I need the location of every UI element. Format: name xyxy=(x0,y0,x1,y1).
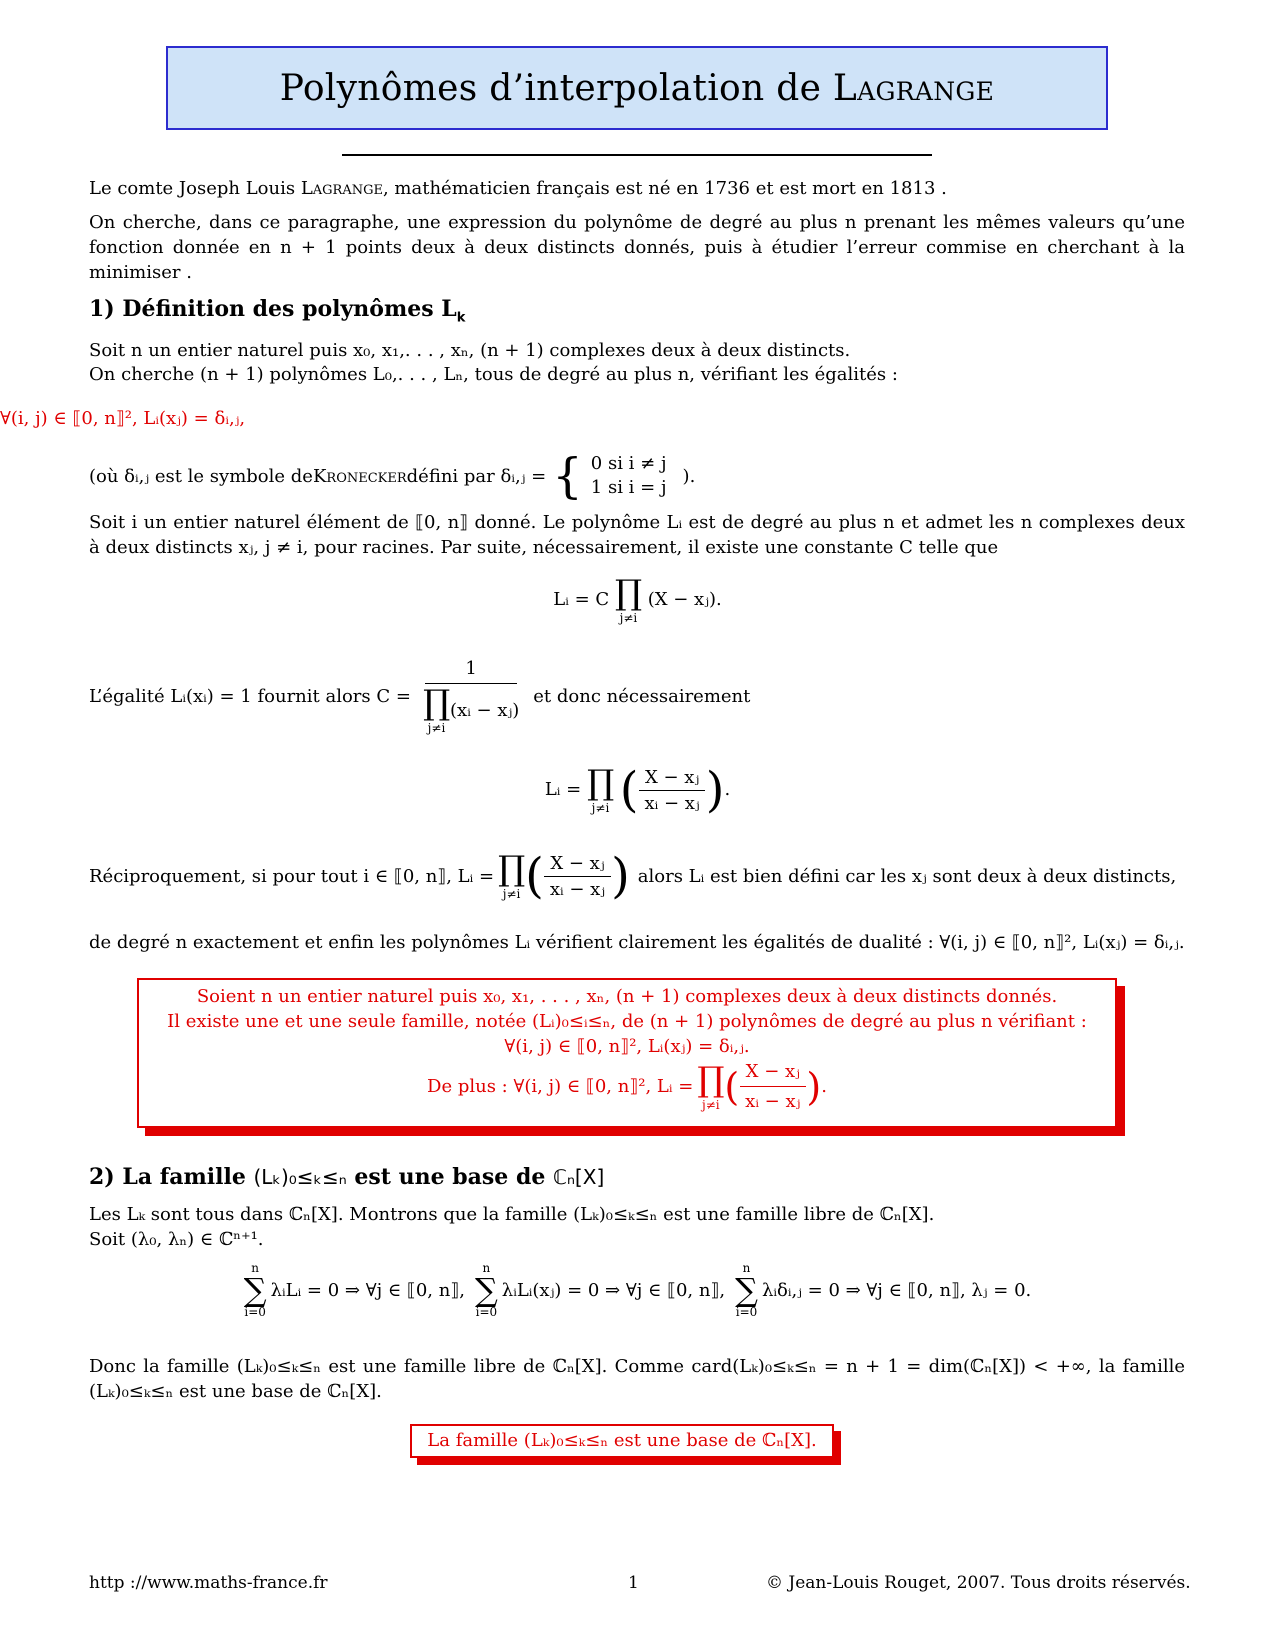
thm-line-4: De plus : ∀(i, j) ∈ ⟦0, n⟧², Lᵢ = ∏ j≠i ( $\frac{\text{X − xⱼ}}{\text{xᵢ − xⱼ}}$ ) . xyxy=(427,1059,827,1112)
s1-p2: On cherche (n + 1) polynômes L₀,. . . , Lₙ, tous de degré au plus n, vérifiant les égalités : xyxy=(89,364,898,385)
s1-p3: Soit i un entier naturel élément de ⟦0, n⟧ donné. Le polynôme Lᵢ est de degré au plus n et admet les n complexes deux à deux distincts xⱼ, j ≠ i, pour racines. Par suite, nécessairement, il existe une constante C telle que xyxy=(89,512,1185,558)
intro-line: Le comte Joseph Louis Lagrange, mathématicien français est né en 1736 et est mort en 1813 . xyxy=(89,178,947,199)
thm-line-2: Il existe une et une seule famille, notée (Lᵢ)₀≤ᵢ≤ₙ, de (n + 1) polynômes de degré au plus n vérifiant : xyxy=(167,1011,1087,1032)
s2-p1: Les Lₖ sont tous dans ℂₙ[X]. Montrons que la famille (Lₖ)₀≤ₖ≤ₙ est une famille libre de ℂₙ[X]. xyxy=(89,1204,935,1225)
page-number: 1 xyxy=(628,1573,639,1593)
s1-p6: de degré n exactement et enfin les polynômes Lᵢ vérifient clairement les égalités de dualité : ∀(i, j) ∈ ⟦0, n⟧², Lᵢ(xⱼ) = δᵢ,ⱼ. xyxy=(89,932,1185,953)
title-box xyxy=(166,46,1108,130)
s2-p2: Soit (λ₀, λₙ) ∈ ℂⁿ⁺¹. xyxy=(89,1229,264,1250)
footer-url[interactable]: http ://www.maths-france.fr xyxy=(89,1573,328,1593)
eq-duality: ∀(i, j) ∈ ⟦0, n⟧², Lᵢ(xⱼ) = δᵢ,ⱼ, xyxy=(0,408,246,429)
section1-heading: 1) Définition des polynômes $L_k$ xyxy=(89,296,466,326)
page-title: Polynômes d’interpolation de Lagrange xyxy=(279,67,995,109)
title-rule xyxy=(342,154,932,156)
thm-line-1: Soient n un entier naturel puis x₀, x₁, . . . , xₙ, (n + 1) complexes deux à deux distincts donnés. xyxy=(196,986,1058,1007)
s1-p1: Soit n un entier naturel puis x₀, x₁,. . . , xₙ, (n + 1) complexes deux à deux distincts. xyxy=(89,340,851,361)
constant-c: L’égalité Lᵢ(xᵢ) = 1 fournit alors C = 1 ∏ j≠i (xᵢ − xⱼ) et donc nécessairement xyxy=(89,658,751,735)
section2-heading: 2) La famille (Lₖ)₀≤ₖ≤ₙ est une base de ℂₙ[X] xyxy=(89,1164,605,1190)
result-box: La famille (Lₖ)₀≤ₖ≤ₙ est une base de ℂₙ[X]. xyxy=(410,1424,834,1458)
eq-lagrange-poly: Lᵢ = ∏ j≠i ( $\frac{\text{X − xⱼ}}{\text{xᵢ − xⱼ}}$ ). xyxy=(544,762,731,818)
kronecker-def: (où δᵢ,ⱼ est le symbole de Kronecker défini par δᵢ,ⱼ = { 0 si i ≠ j 1 si i = j ). xyxy=(89,448,696,504)
converse-line: Réciproquement, si pour tout i ∈ ⟦0, n⟧, Lᵢ = ∏ j≠i ( $\frac{\text{X − xⱼ}}{\text{xᵢ − xⱼ}}$ ) alors Lᵢ est bien défini car les xⱼ sont deux à deux distincts, xyxy=(89,848,1177,904)
eq-free-family: n ∑ i=0 λᵢLᵢ = 0 ⇒ ∀j ∈ ⟦0, n⟧, n ∑ i=0 λᵢLᵢ(xⱼ) = 0 ⇒ ∀j ∈ ⟦0, n⟧, n ∑ i=0 λᵢδᵢ,ⱼ = 0 ⇒ ∀j ∈ ⟦0, n⟧, λⱼ = 0. xyxy=(243,1261,1032,1319)
thm-line-3: ∀(i, j) ∈ ⟦0, n⟧², Lᵢ(xⱼ) = δᵢ,ⱼ. xyxy=(504,1036,750,1057)
intro-paragraph: On cherche, dans ce paragraphe, une expression du polynôme de degré au plus n prenant les mêmes valeurs qu’une fonction donnée en n + 1 points deux à deux distincts donnés, puis à étudier l’erreur commise en cherchant à la minimiser . xyxy=(89,212,1185,283)
eq-lagrange-form: Lᵢ = C ∏ j≠i (X − xⱼ). xyxy=(553,573,722,625)
footer-copyright: © Jean-Louis Rouget, 2007. Tous droits réservés. xyxy=(766,1573,1191,1593)
s2-p3: Donc la famille (Lₖ)₀≤ₖ≤ₙ est une famille libre de ℂₙ[X]. Comme card(Lₖ)₀≤ₖ≤ₙ = n + 1 = dim(ℂₙ[X]) < +∞, la famille (Lₖ)₀≤ₖ≤ₙ est une base de ℂₙ[X]. xyxy=(89,1356,1185,1402)
theorem-box xyxy=(137,978,1117,1128)
